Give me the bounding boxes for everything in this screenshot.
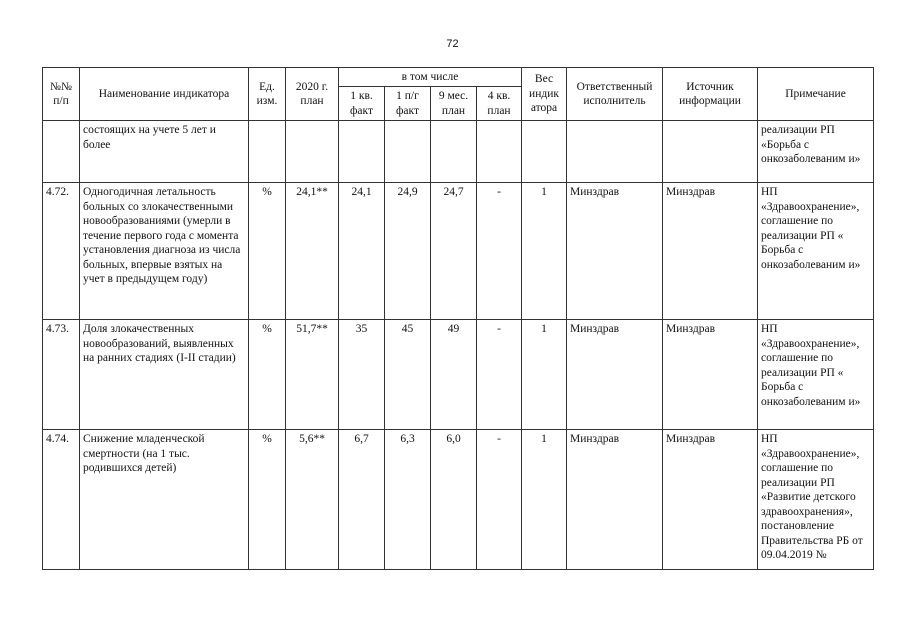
row-num: 4.73. (43, 320, 80, 430)
row-q1: 24,1 (339, 183, 385, 320)
row-plan: 5,6** (286, 430, 339, 570)
row-plan: 24,1** (286, 183, 339, 320)
header-q4-plan: 4 кв. план (477, 87, 522, 121)
row-weight: 1 (522, 320, 567, 430)
header-h1-fact: 1 п/г факт (385, 87, 431, 121)
header-weight: Вес индик атора (522, 68, 567, 121)
row-9m: 24,7 (431, 183, 477, 320)
row-q1 (339, 121, 385, 183)
header-responsible: Ответственный исполнитель (567, 68, 663, 121)
row-plan (286, 121, 339, 183)
row-q4: - (477, 320, 522, 430)
row-h1: 24,9 (385, 183, 431, 320)
header-num: №№ п/п (43, 68, 80, 121)
table-row (43, 430, 874, 570)
row-plan: 51,7** (286, 320, 339, 430)
row-9m: 6,0 (431, 430, 477, 570)
table-row (43, 121, 874, 183)
row-name: состоящих на учете 5 лет и более (80, 121, 249, 183)
row-weight (522, 121, 567, 183)
header-q1-fact: 1 кв. факт (339, 87, 385, 121)
indicators-table (42, 67, 874, 570)
row-note: НП «Здравоохранение», соглашение по реализации РП «Развитие детского здравоохранения», постановление Правительства РБ от 09.04.2019 № (758, 430, 874, 570)
row-h1: 6,3 (385, 430, 431, 570)
row-unit: % (249, 430, 286, 570)
row-source: Минздрав (663, 183, 758, 320)
row-q1: 35 (339, 320, 385, 430)
page-number: 72 (446, 38, 459, 50)
row-unit (249, 121, 286, 183)
header-source: Источник информации (663, 68, 758, 121)
row-q1: 6,7 (339, 430, 385, 570)
header-9m-plan: 9 мес. план (431, 87, 477, 121)
row-responsible: Минздрав (567, 430, 663, 570)
row-9m: 49 (431, 320, 477, 430)
row-h1 (385, 121, 431, 183)
row-source: Минздрав (663, 430, 758, 570)
table-row (43, 183, 874, 320)
row-note: НП «Здравоохранение», соглашение по реализации РП « Борьба с онкозаболеваним и» (758, 320, 874, 430)
row-note: реализации РП «Борьба с онкозаболеваним и» (758, 121, 874, 183)
row-responsible: Минздрав (567, 183, 663, 320)
row-num: 4.72. (43, 183, 80, 320)
row-name: Доля злокачественных новообразований, выявленных на ранних стадиях (I-II стадии) (80, 320, 249, 430)
header-unit: Ед. изм. (249, 68, 286, 121)
header-note: Примечание (758, 68, 874, 121)
row-num: 4.74. (43, 430, 80, 570)
row-weight: 1 (522, 183, 567, 320)
header-plan-2020: 2020 г. план (286, 68, 339, 121)
row-responsible: Минздрав (567, 320, 663, 430)
header-name: Наименование индикатора (80, 68, 249, 121)
header-including: в том числе (339, 68, 522, 87)
table-row (43, 320, 874, 430)
row-q4 (477, 121, 522, 183)
row-q4: - (477, 430, 522, 570)
row-9m (431, 121, 477, 183)
row-weight: 1 (522, 430, 567, 570)
row-unit: % (249, 320, 286, 430)
row-num (43, 121, 80, 183)
row-unit: % (249, 183, 286, 320)
row-name: Снижение младенческой смертности (на 1 тыс. родившихся детей) (80, 430, 249, 570)
row-responsible (567, 121, 663, 183)
row-q4: - (477, 183, 522, 320)
row-source (663, 121, 758, 183)
row-h1: 45 (385, 320, 431, 430)
row-note: НП «Здравоохранение», соглашение по реализации РП « Борьба с онкозаболеваним и» (758, 183, 874, 320)
row-source: Минздрав (663, 320, 758, 430)
row-name: Одногодичная летальность больных со злокачественными новообразованиями (умерли в течение первого года с момента установления диагноза из числа больных, впервые взятых на учет в предыдущем году) (80, 183, 249, 320)
